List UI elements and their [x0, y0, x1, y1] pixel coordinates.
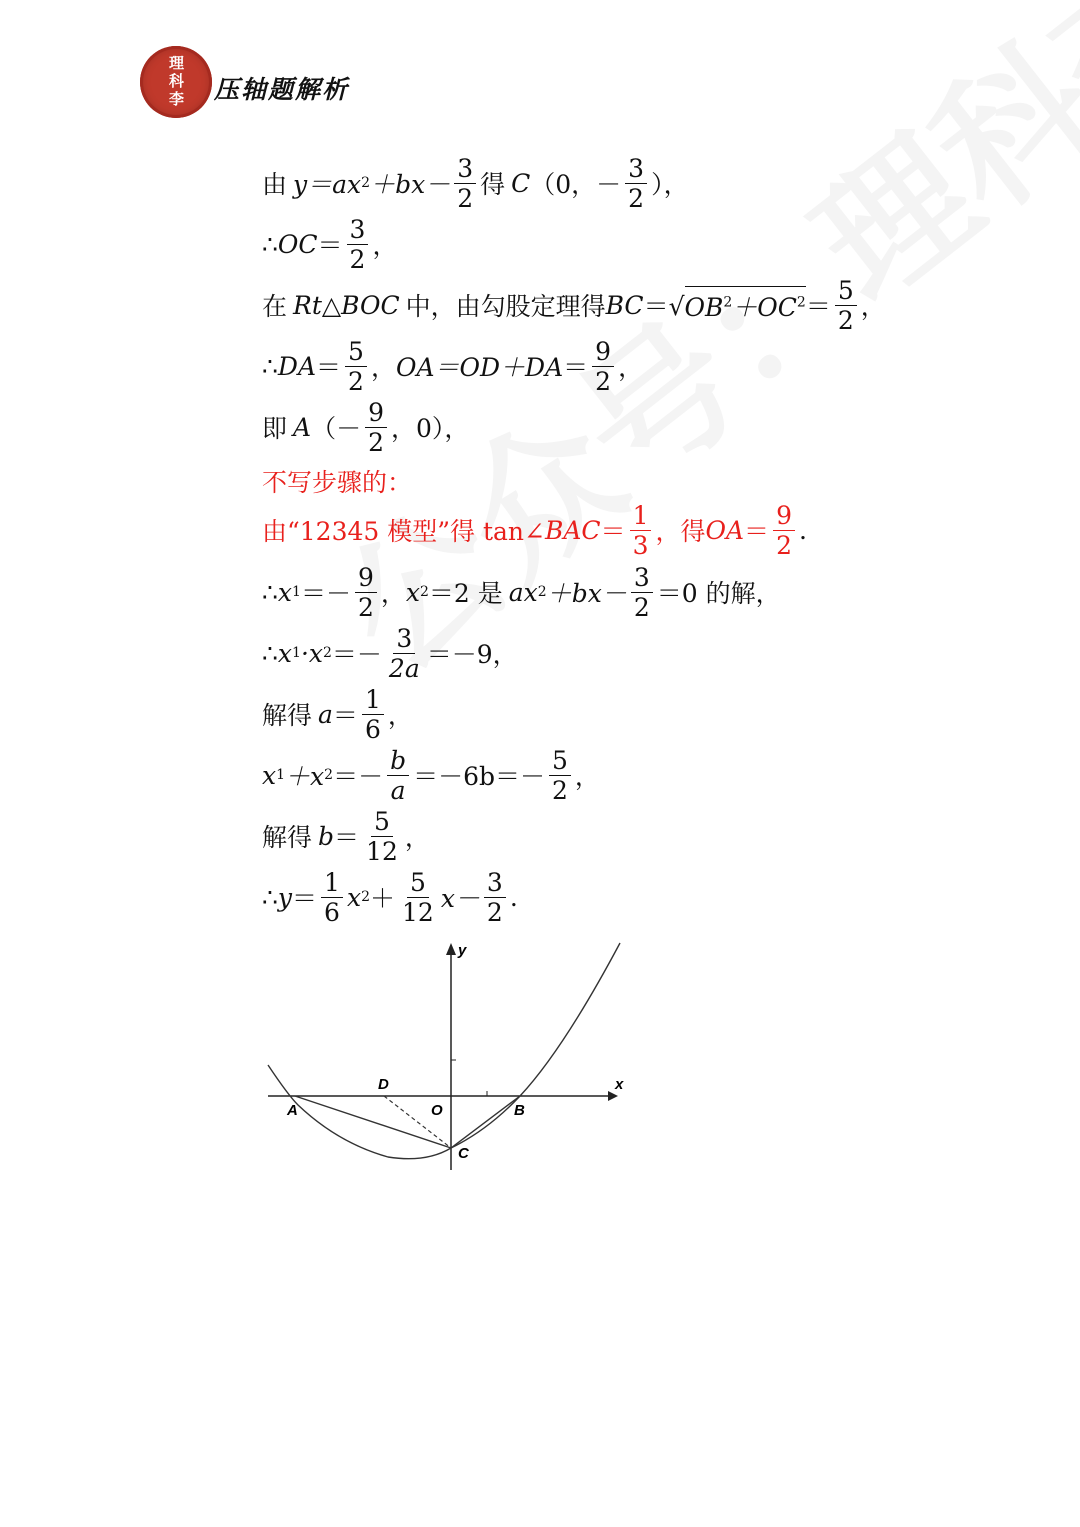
fraction: $\frac{3}{2}$ — [454, 156, 476, 211]
solution-line-9: ∴ x 1 ·x 2 ＝－ $\frac{3}{2a}$ ＝－9， — [262, 623, 518, 683]
fraction: $\frac{9}{2}$ — [365, 400, 387, 455]
fraction: $\frac{b}{a}$ — [387, 748, 409, 803]
solution-line-1: 由 y＝ax 2 ＋bx－ $\frac{3}{2}$ 得 C （0，－ $\frac{3}{2}$ ）， — [262, 153, 689, 213]
solution-line-4: ∴ DA ＝ $\frac{5}{2}$ ， OA＝OD＋DA ＝ $\frac{9}{2}$ ， — [262, 336, 644, 396]
fraction: $\frac{5}{2}$ — [549, 748, 571, 803]
seal-char: 理 — [169, 54, 185, 72]
fraction: $\frac{5}{2}$ — [345, 339, 367, 394]
fraction: $\frac{3}{2}$ — [631, 565, 653, 620]
parabola-curve — [268, 943, 620, 1159]
fraction: $\frac{9}{2}$ — [592, 339, 614, 394]
label-A: A — [287, 1102, 298, 1119]
header-title: 压轴题解析 — [214, 75, 350, 104]
segment-BC — [451, 1096, 520, 1148]
solution-line-3: 在 Rt△BOC 中，由勾股定理得 BC ＝√ $OB^2+OC^2$ ＝ $\frac{5}{2}$ ， — [262, 275, 886, 335]
y-axis-arrow — [446, 943, 456, 955]
solution-line-11: x 1 ＋x 2 ＝－ $\frac{b}{a}$ ＝－6b＝－ $\frac{5}{2}$ ， — [262, 745, 600, 805]
label-O: O — [431, 1102, 443, 1119]
solution-line-2: ∴ OC ＝ $\frac{3}{2}$ ， — [262, 214, 398, 274]
fraction: $\frac{3}{2}$ — [347, 217, 369, 272]
fraction: $\frac{3}{2}$ — [484, 870, 506, 925]
solution-line-12: 解得 b ＝ $\frac{5}{12}$ ， — [262, 806, 430, 866]
fraction: $\frac{3}{2}$ — [625, 156, 647, 211]
fraction: $\frac{1}{6}$ — [321, 870, 343, 925]
fraction: $\frac{9}{2}$ — [355, 565, 377, 620]
label-C: C — [458, 1145, 469, 1162]
red-note-heading: 不写步骤的： — [262, 468, 413, 497]
seal-char: 科 — [169, 72, 185, 90]
red-note-line: 由“12345 模型”得 tan∠ BAC ＝ $\frac{1}{3}$ ，得 OA ＝ $\frac{9}{2}$ . — [262, 500, 807, 560]
label-y: y — [458, 942, 467, 959]
solution-line-10: 解得 a ＝ $\frac{1}{6}$ ， — [262, 684, 413, 744]
logo-seal — [140, 46, 212, 118]
fraction: $\frac{1}{3}$ — [630, 503, 652, 558]
label-x: x — [615, 1076, 624, 1093]
fraction: $\frac{5}{12}$ — [402, 867, 434, 927]
fraction: $\frac{5}{12}$ — [366, 806, 398, 866]
solution-line-5: 即 A （－ $\frac{9}{2}$ ，0）， — [262, 397, 470, 457]
label-B: B — [514, 1102, 525, 1119]
label-D: D — [378, 1076, 389, 1093]
fraction: $\frac{9}{2}$ — [773, 503, 795, 558]
solution-line-8: ∴ x 1 ＝－ $\frac{9}{2}$ ， x 2 ＝2 是 ax 2 ＋bx－ $\frac{3}{2}$ ＝0 的解， — [262, 562, 781, 622]
fraction: $\frac{1}{6}$ — [362, 687, 384, 742]
seal-char: 李 — [169, 90, 185, 108]
solution-line-13: ∴ y ＝ $\frac{1}{6}$ x 2 ＋ $\frac{5}{12}$ x－ $\frac{3}{2}$ . — [262, 867, 518, 927]
fraction: $\frac{3}{2a}$ — [388, 623, 420, 683]
parabola-diagram — [258, 935, 638, 1180]
fraction: $\frac{5}{2}$ — [835, 278, 857, 333]
